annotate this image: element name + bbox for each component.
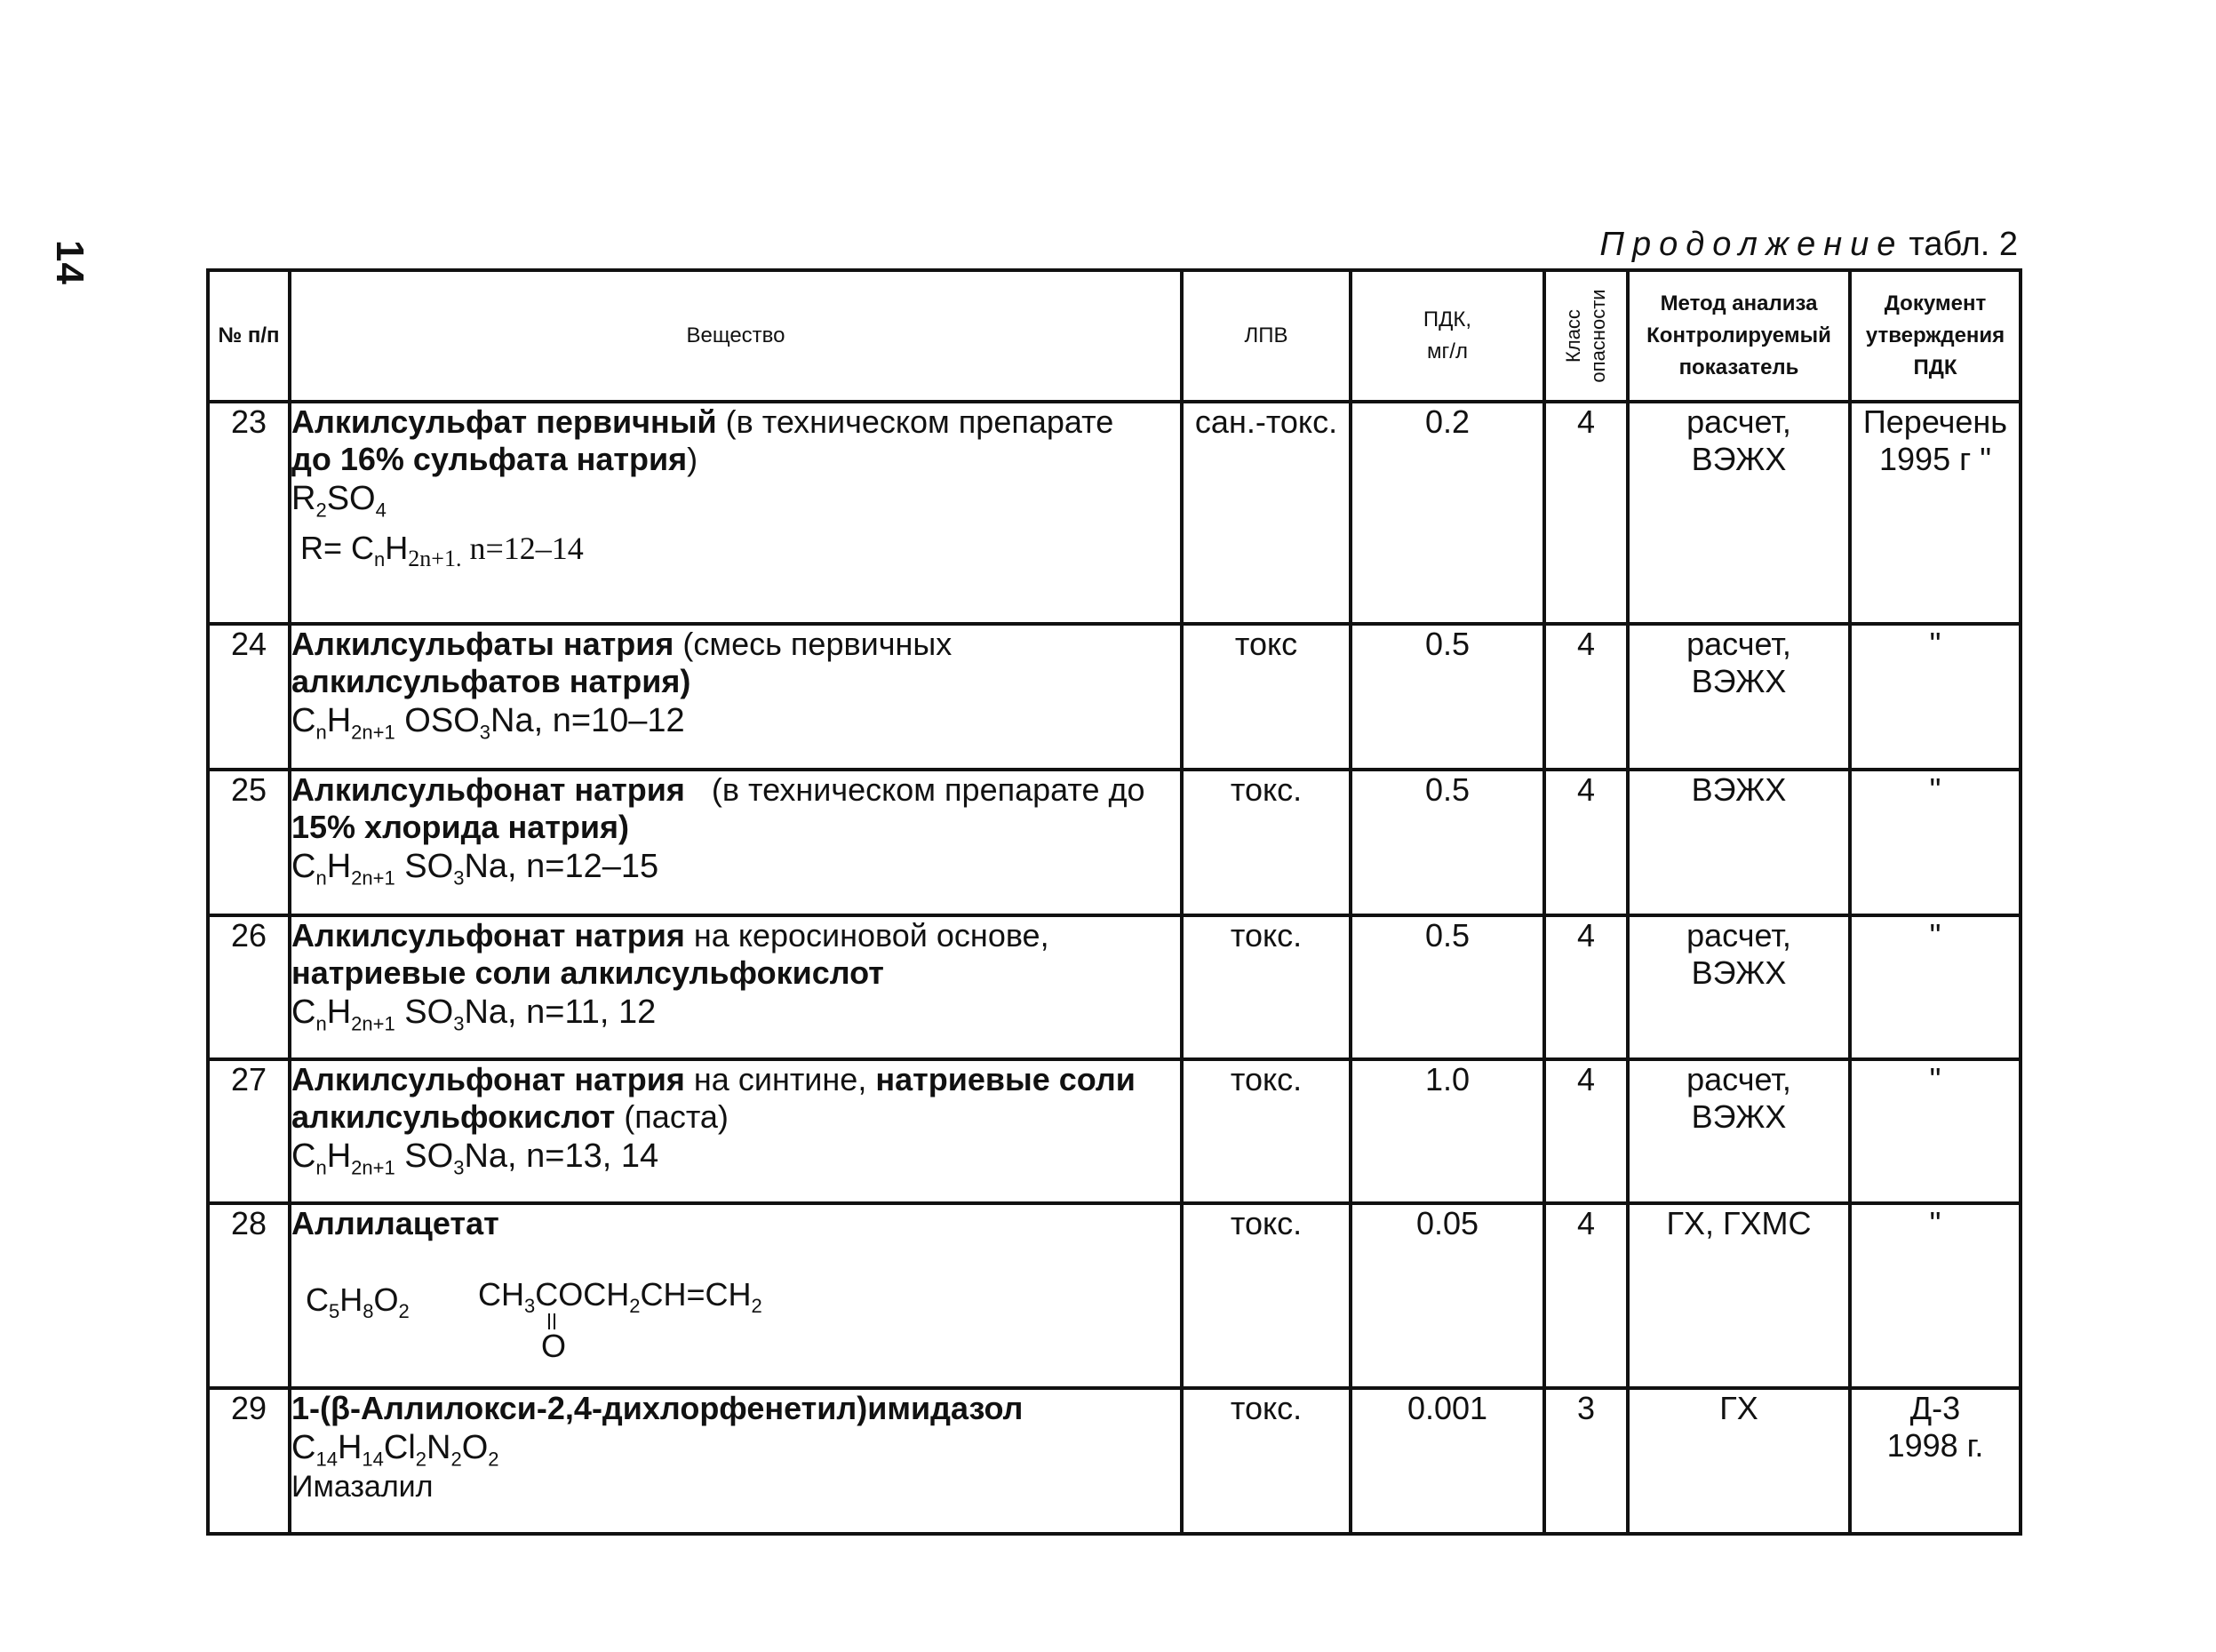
substance-cell — [290, 915, 1182, 1059]
doc-cell: " — [1850, 1203, 2021, 1388]
lpv-cell: токс. — [1182, 1059, 1351, 1203]
row-num: 27 — [208, 1059, 290, 1203]
formula: $C_nH_{2n+1}$ $SO_3Na$, n=11, 12 — [291, 994, 657, 1035]
pdk-cell: 0.05 — [1351, 1203, 1544, 1388]
header-doc-line3: ПДК — [1913, 355, 1957, 379]
substance-line2-rest: ) — [687, 441, 698, 477]
row-num: 23 — [208, 402, 290, 624]
pdk-cell: 0.5 — [1351, 915, 1544, 1059]
lpv-cell: токс. — [1182, 770, 1351, 915]
substance-cell — [290, 1059, 1182, 1203]
formula: $R_2SO_4$ — [291, 480, 387, 522]
substance-name: Аллилацетат — [291, 1205, 499, 1241]
row-num: 25 — [208, 770, 290, 915]
carbonyl-oxygen: O — [541, 1328, 567, 1364]
substance-note: (смесь первичных — [674, 626, 953, 662]
structural-formula — [291, 1255, 1180, 1364]
table-header-row — [208, 270, 2021, 402]
header-class — [1544, 270, 1628, 402]
method-cell: расчет, ВЭЖХ — [1628, 402, 1850, 624]
substance-note: на синтине, — [684, 1061, 876, 1097]
class-cell: 4 — [1544, 1059, 1628, 1203]
lpv-cell: токс — [1182, 624, 1351, 770]
page-number: 14 — [48, 240, 92, 285]
header-doc — [1850, 270, 2021, 402]
table-row — [208, 624, 2021, 770]
row-num: 26 — [208, 915, 290, 1059]
pdk-cell: 0.5 — [1351, 770, 1544, 915]
formula: $C_nH_{2n+1}$ $SO_3Na$, n=13, 14 — [291, 1137, 659, 1179]
class-cell: 4 — [1544, 770, 1628, 915]
class-cell: 4 — [1544, 402, 1628, 624]
continuation-word: Продолжение — [1599, 226, 1904, 263]
doc-cell: " — [1850, 1059, 2021, 1203]
table-row — [208, 915, 2021, 1059]
formula: $C_nH_{2n+1}$ $SO_3Na$, n=12–15 — [291, 848, 659, 890]
pdk-cell: 0.5 — [1351, 624, 1544, 770]
header-method-line1: Метод анализа — [1660, 291, 1818, 315]
class-cell: 3 — [1544, 1388, 1628, 1534]
pdk-cell: 1.0 — [1351, 1059, 1544, 1203]
table-row — [208, 402, 2021, 624]
method-cell: расчет, ВЭЖХ — [1628, 1059, 1850, 1203]
mpc-table — [206, 268, 2022, 1536]
header-num: № п/п — [208, 270, 290, 402]
table-row — [208, 1388, 2021, 1534]
formula: $C_{14}H_{14}Cl_2N_2O_2$ — [291, 1429, 499, 1471]
substance-line2: 15% хлорида натрия) — [291, 809, 629, 845]
header-pdk-line2: мг/л — [1427, 339, 1468, 363]
substance-name: Алкилсульфонат натрия — [291, 771, 685, 808]
continuation-table-ref: табл. 2 — [1909, 226, 2018, 263]
pdk-cell: 0.2 — [1351, 402, 1544, 624]
table-row — [208, 770, 2021, 915]
header-doc-line1: Документ — [1884, 291, 1987, 315]
doc-cell: Перечень 1995 г " — [1850, 402, 2021, 624]
header-pdk — [1351, 270, 1544, 402]
header-substance: Вещество — [290, 270, 1182, 402]
substance-name-2: натриевые соли — [875, 1061, 1136, 1097]
class-cell: 4 — [1544, 624, 1628, 770]
lpv-cell: токс. — [1182, 915, 1351, 1059]
doc-cell: " — [1850, 624, 2021, 770]
lpv-cell: токс. — [1182, 1388, 1351, 1534]
row-num: 24 — [208, 624, 290, 770]
header-class-line2: опасности — [1587, 289, 1609, 383]
header-method — [1628, 270, 1850, 402]
substance-note: (в техническом препарате — [716, 403, 1114, 440]
doc-cell: " — [1850, 770, 2021, 915]
table-row — [208, 1059, 2021, 1203]
continuation-caption — [1599, 226, 2018, 264]
substance-line2: алкилсульфокислот — [291, 1098, 616, 1135]
substance-line2: до 16% сульфата натрия — [291, 441, 688, 477]
substance-name: Алкилсульфаты натрия — [291, 626, 674, 662]
doc-cell: Д-3 1998 г. — [1850, 1388, 2021, 1534]
substance-cell — [290, 1388, 1182, 1534]
class-cell: 4 — [1544, 1203, 1628, 1388]
header-method-line2: Контролируемый — [1646, 323, 1831, 347]
method-cell: ГХ — [1628, 1388, 1850, 1534]
substance-note: на керосиновой основе, — [684, 917, 1049, 954]
row-num: 29 — [208, 1388, 290, 1534]
header-pdk-line1: ПДК, — [1423, 307, 1472, 331]
structure-formula: $CH_3COCH_2CH=CH_2$ — [478, 1276, 762, 1318]
lpv-cell: сан.-токс. — [1182, 402, 1351, 624]
method-cell: расчет, ВЭЖХ — [1628, 915, 1850, 1059]
brutto-formula: $C_5H_8O_2$ — [306, 1281, 410, 1323]
substance-cell — [290, 1203, 1182, 1388]
method-cell: ГХ, ГХМС — [1628, 1203, 1850, 1388]
lpv-cell: токс. — [1182, 1203, 1351, 1388]
substance-cell — [290, 770, 1182, 915]
substance-line2-rest: (паста) — [615, 1098, 729, 1135]
synonym: Имазалил — [291, 1470, 434, 1504]
substance-name: 1-(β-Аллилокси-2,4-дихлорфенетил)имидазол — [291, 1390, 1024, 1426]
class-cell: 4 — [1544, 915, 1628, 1059]
method-cell: расчет, ВЭЖХ — [1628, 624, 1850, 770]
substance-cell — [290, 624, 1182, 770]
substance-line2: алкилсульфатов натрия) — [291, 663, 691, 699]
substance-cell — [290, 402, 1182, 624]
substance-line2: натриевые соли алкилсульфокислот — [291, 954, 884, 991]
substance-name: Алкилсульфонат натрия — [291, 917, 685, 954]
pdk-cell: 0.001 — [1351, 1388, 1544, 1534]
header-lpv: ЛПВ — [1182, 270, 1351, 402]
header-class-line1: Класс — [1562, 309, 1584, 363]
doc-cell: " — [1850, 915, 2021, 1059]
method-cell: ВЭЖХ — [1628, 770, 1850, 915]
formula: $C_nH_{2n+1}$ $OSO_3Na$, n=10–12 — [291, 702, 685, 744]
substance-note: (в техническом препарате до — [684, 771, 1145, 808]
header-method-line3: показатель — [1678, 355, 1799, 379]
table-row — [208, 1203, 2021, 1388]
substance-name: Алкилсульфат первичный — [291, 403, 717, 440]
substance-name: Алкилсульфонат натрия — [291, 1061, 685, 1097]
header-doc-line2: утверждения — [1865, 323, 2005, 347]
radical-definition: $R= C_nH_{2n+1.}$ n=12–14 — [300, 530, 584, 572]
row-num: 28 — [208, 1203, 290, 1388]
